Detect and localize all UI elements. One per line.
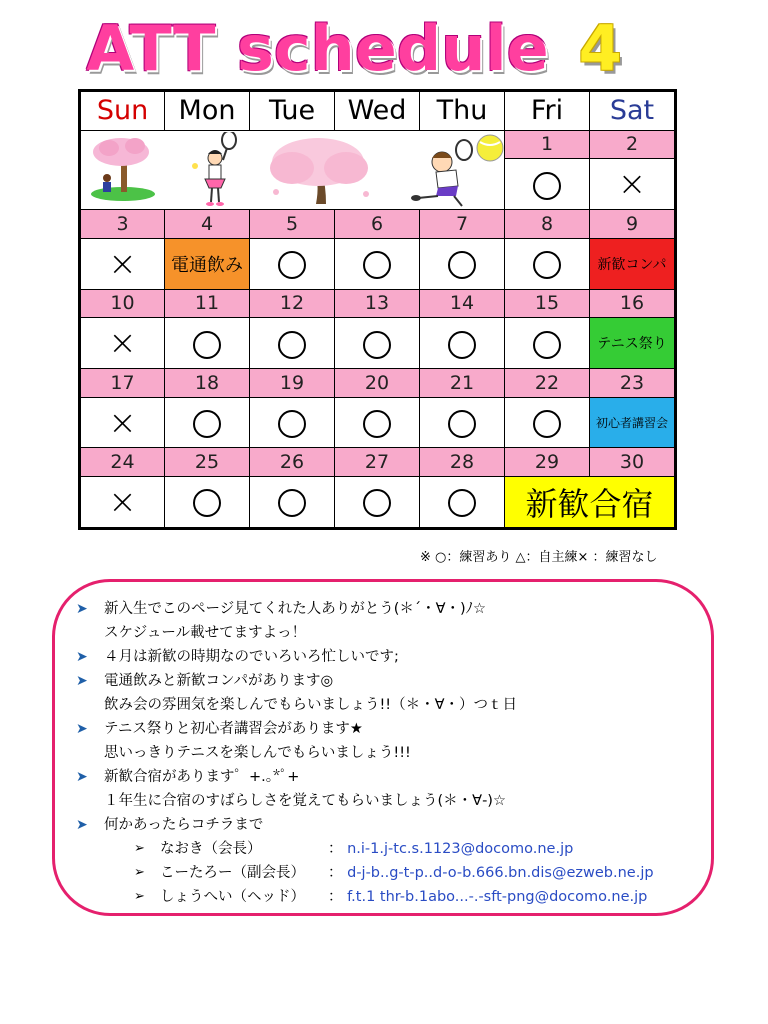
status-cell	[250, 318, 335, 369]
date-cell: 15	[505, 289, 590, 318]
practice-yes-mark	[193, 489, 221, 517]
date-cell: 6	[335, 210, 420, 239]
date-cell: 5	[250, 210, 335, 239]
arrow-head-icon: ➢	[134, 865, 145, 880]
weekday-wed: Wed	[335, 91, 420, 131]
illustrations	[81, 132, 505, 208]
date-cell: 23	[590, 369, 676, 398]
practice-yes-mark	[193, 331, 221, 359]
date-cell: 8	[505, 210, 590, 239]
practice-yes-mark	[533, 331, 561, 359]
date-cell: 3	[80, 210, 165, 239]
status-cell	[80, 238, 165, 289]
status-cell	[165, 476, 250, 528]
status-cell	[80, 476, 165, 528]
date-cell: 10	[80, 289, 165, 318]
message-line: 思いっきりテニスを楽しんでもらいましょう!!!	[104, 745, 411, 761]
practice-yes-mark	[278, 331, 306, 359]
date-cell: 20	[335, 369, 420, 398]
date-cell: 17	[80, 369, 165, 398]
status-cell	[165, 318, 250, 369]
status-cell	[80, 318, 165, 369]
status-cell	[335, 397, 420, 448]
practice-yes-mark	[278, 410, 306, 438]
event-dentsu-drinking: 電通飲み	[165, 238, 250, 289]
arrow-bullet-icon: ➤	[76, 721, 88, 737]
practice-no-mark: ×	[108, 323, 137, 364]
tennis-girl-illustration	[192, 132, 236, 206]
contact-email[interactable]: f.t.1 thr-b.1abo...-.-sft-png@docomo.ne.jp	[347, 889, 648, 905]
status-fri-1	[505, 159, 590, 210]
date-cell: 7	[420, 210, 505, 239]
message-list	[76, 597, 654, 909]
title-month: 4	[578, 12, 622, 85]
cherry-tree-boy-illustration	[91, 138, 155, 201]
message-line: 飲み会の雰囲気を楽しんでもらいましょう!!（＊・∀・）つｔ日	[104, 697, 518, 713]
practice-no-mark: ×	[108, 243, 137, 284]
date-cell: 27	[335, 448, 420, 477]
tennis-player-jumping-illustration	[411, 135, 503, 206]
event-welcome-camp: 新歓合宿	[505, 476, 676, 528]
title-main: ATT schedule	[86, 12, 549, 85]
practice-yes-mark	[363, 331, 391, 359]
practice-no-mark: ×	[108, 402, 137, 443]
date-cell: 29	[505, 448, 590, 477]
contact-name: こーたろー（副会長）	[160, 865, 305, 881]
practice-yes-mark	[448, 489, 476, 517]
date-cell: 28	[420, 448, 505, 477]
arrow-head-icon: ➢	[134, 841, 145, 856]
date-cell: 9	[590, 210, 676, 239]
practice-yes-mark	[193, 410, 221, 438]
message-line: ➤ ４月は新歓の時期なのでいろいろ忙しいです;	[76, 645, 654, 669]
date-cell: 13	[335, 289, 420, 318]
arrow-bullet-icon: ➤	[76, 769, 88, 785]
message-line: ➤ テニス祭りと初心者講習会があります★	[76, 717, 654, 741]
status-cell	[335, 476, 420, 528]
practice-yes-mark	[533, 251, 561, 279]
date-sat-2: 2	[590, 130, 676, 159]
date-cell: 14	[420, 289, 505, 318]
status-cell	[505, 238, 590, 289]
weekday-header-row	[80, 91, 676, 131]
practice-yes-mark	[533, 410, 561, 438]
arrow-bullet-icon: ➤	[76, 649, 88, 665]
event-beginner-lesson: 初心者講習会	[590, 397, 676, 448]
message-line: ➤ 電通飲みと新歓コンパがあります◎	[76, 669, 654, 693]
date-cell: 25	[165, 448, 250, 477]
practice-yes-mark	[533, 172, 561, 200]
status-cell	[80, 397, 165, 448]
status-cell	[250, 476, 335, 528]
practice-yes-mark	[363, 251, 391, 279]
practice-yes-mark	[448, 251, 476, 279]
status-cell	[335, 238, 420, 289]
date-cell: 16	[590, 289, 676, 318]
contact-row: ➢ しょうへい（ヘッド） ： f.t.1 thr-b.1abo...-.-sft-png@docomo.ne.jp	[76, 885, 654, 909]
weekday-tue: Tue	[250, 91, 335, 131]
illustration-area	[80, 130, 505, 209]
contact-email[interactable]: n.i-1.j-tc.s.1123@docomo.ne.jp	[347, 841, 574, 857]
status-cell	[420, 397, 505, 448]
message-line: ➤ 新入生でこのページ見てくれた人ありがとう(＊´・∀・)ﾉ☆	[76, 597, 654, 621]
arrow-bullet-icon: ➤	[76, 817, 88, 833]
message-line: １年生に合宿のすばらしさを覚えてもらいましょう(＊・∀-)☆	[104, 793, 506, 809]
date-cell: 18	[165, 369, 250, 398]
practice-no-mark: ×	[108, 481, 137, 522]
date-cell: 12	[250, 289, 335, 318]
date-cell: 11	[165, 289, 250, 318]
page-title	[0, 14, 768, 84]
event-welcome-party: 新歓コンパ	[590, 238, 676, 289]
status-cell	[250, 238, 335, 289]
practice-yes-mark	[278, 251, 306, 279]
arrow-bullet-icon: ➤	[76, 673, 88, 689]
status-cell	[165, 397, 250, 448]
date-cell: 30	[590, 448, 676, 477]
status-cell	[420, 238, 505, 289]
contact-name: なおき（会長）	[160, 841, 262, 857]
date-cell: 24	[80, 448, 165, 477]
practice-yes-mark	[278, 489, 306, 517]
weekday-thu: Thu	[420, 91, 505, 131]
practice-yes-mark	[363, 410, 391, 438]
status-sat-2	[590, 159, 676, 210]
contact-name: しょうへい（ヘッド）	[160, 889, 305, 905]
message-line: ➤ 新歓合宿があります゜+.｡*ﾟ+	[76, 765, 654, 789]
weekday-sat: Sat	[590, 91, 676, 131]
date-fri-1: 1	[505, 130, 590, 159]
status-cell	[420, 318, 505, 369]
practice-yes-mark	[448, 410, 476, 438]
practice-no-mark: ×	[617, 164, 647, 205]
contact-email[interactable]: d-j-b..g-t-p..d-o-b.666.bn.dis@ezweb.ne.jp	[347, 865, 654, 881]
message-line: スケジュール載せてますよっ！	[104, 625, 307, 641]
date-cell: 19	[250, 369, 335, 398]
message-line: ➤ 何かあったらコチラまで	[76, 813, 654, 837]
date-cell: 21	[420, 369, 505, 398]
status-cell	[250, 397, 335, 448]
status-cell	[335, 318, 420, 369]
status-cell	[505, 397, 590, 448]
contact-row: ➢ なおき（会長） ： n.i-1.j-tc.s.1123@docomo.ne.jp	[76, 837, 654, 861]
calendar-table	[78, 89, 677, 530]
arrow-head-icon: ➢	[134, 889, 145, 904]
weekday-sun: Sun	[80, 91, 165, 131]
date-cell: 22	[505, 369, 590, 398]
weekday-mon: Mon	[165, 91, 250, 131]
date-cell: 4	[165, 210, 250, 239]
practice-yes-mark	[448, 331, 476, 359]
status-cell	[420, 476, 505, 528]
legend-note: ※ ○：練習あり △：自主練× ：練習なし	[420, 550, 658, 565]
status-cell	[505, 318, 590, 369]
event-tennis-festival: テニス祭り	[590, 318, 676, 369]
practice-yes-mark	[363, 489, 391, 517]
arrow-bullet-icon: ➤	[76, 601, 88, 617]
cherry-blossom-tree-illustration	[270, 138, 369, 204]
date-cell: 26	[250, 448, 335, 477]
weekday-fri: Fri	[505, 91, 590, 131]
contact-row: ➢ こーたろー（副会長） ： d-j-b..g-t-p..d-o-b.666.bn.dis@ezweb.ne.jp	[76, 861, 654, 885]
